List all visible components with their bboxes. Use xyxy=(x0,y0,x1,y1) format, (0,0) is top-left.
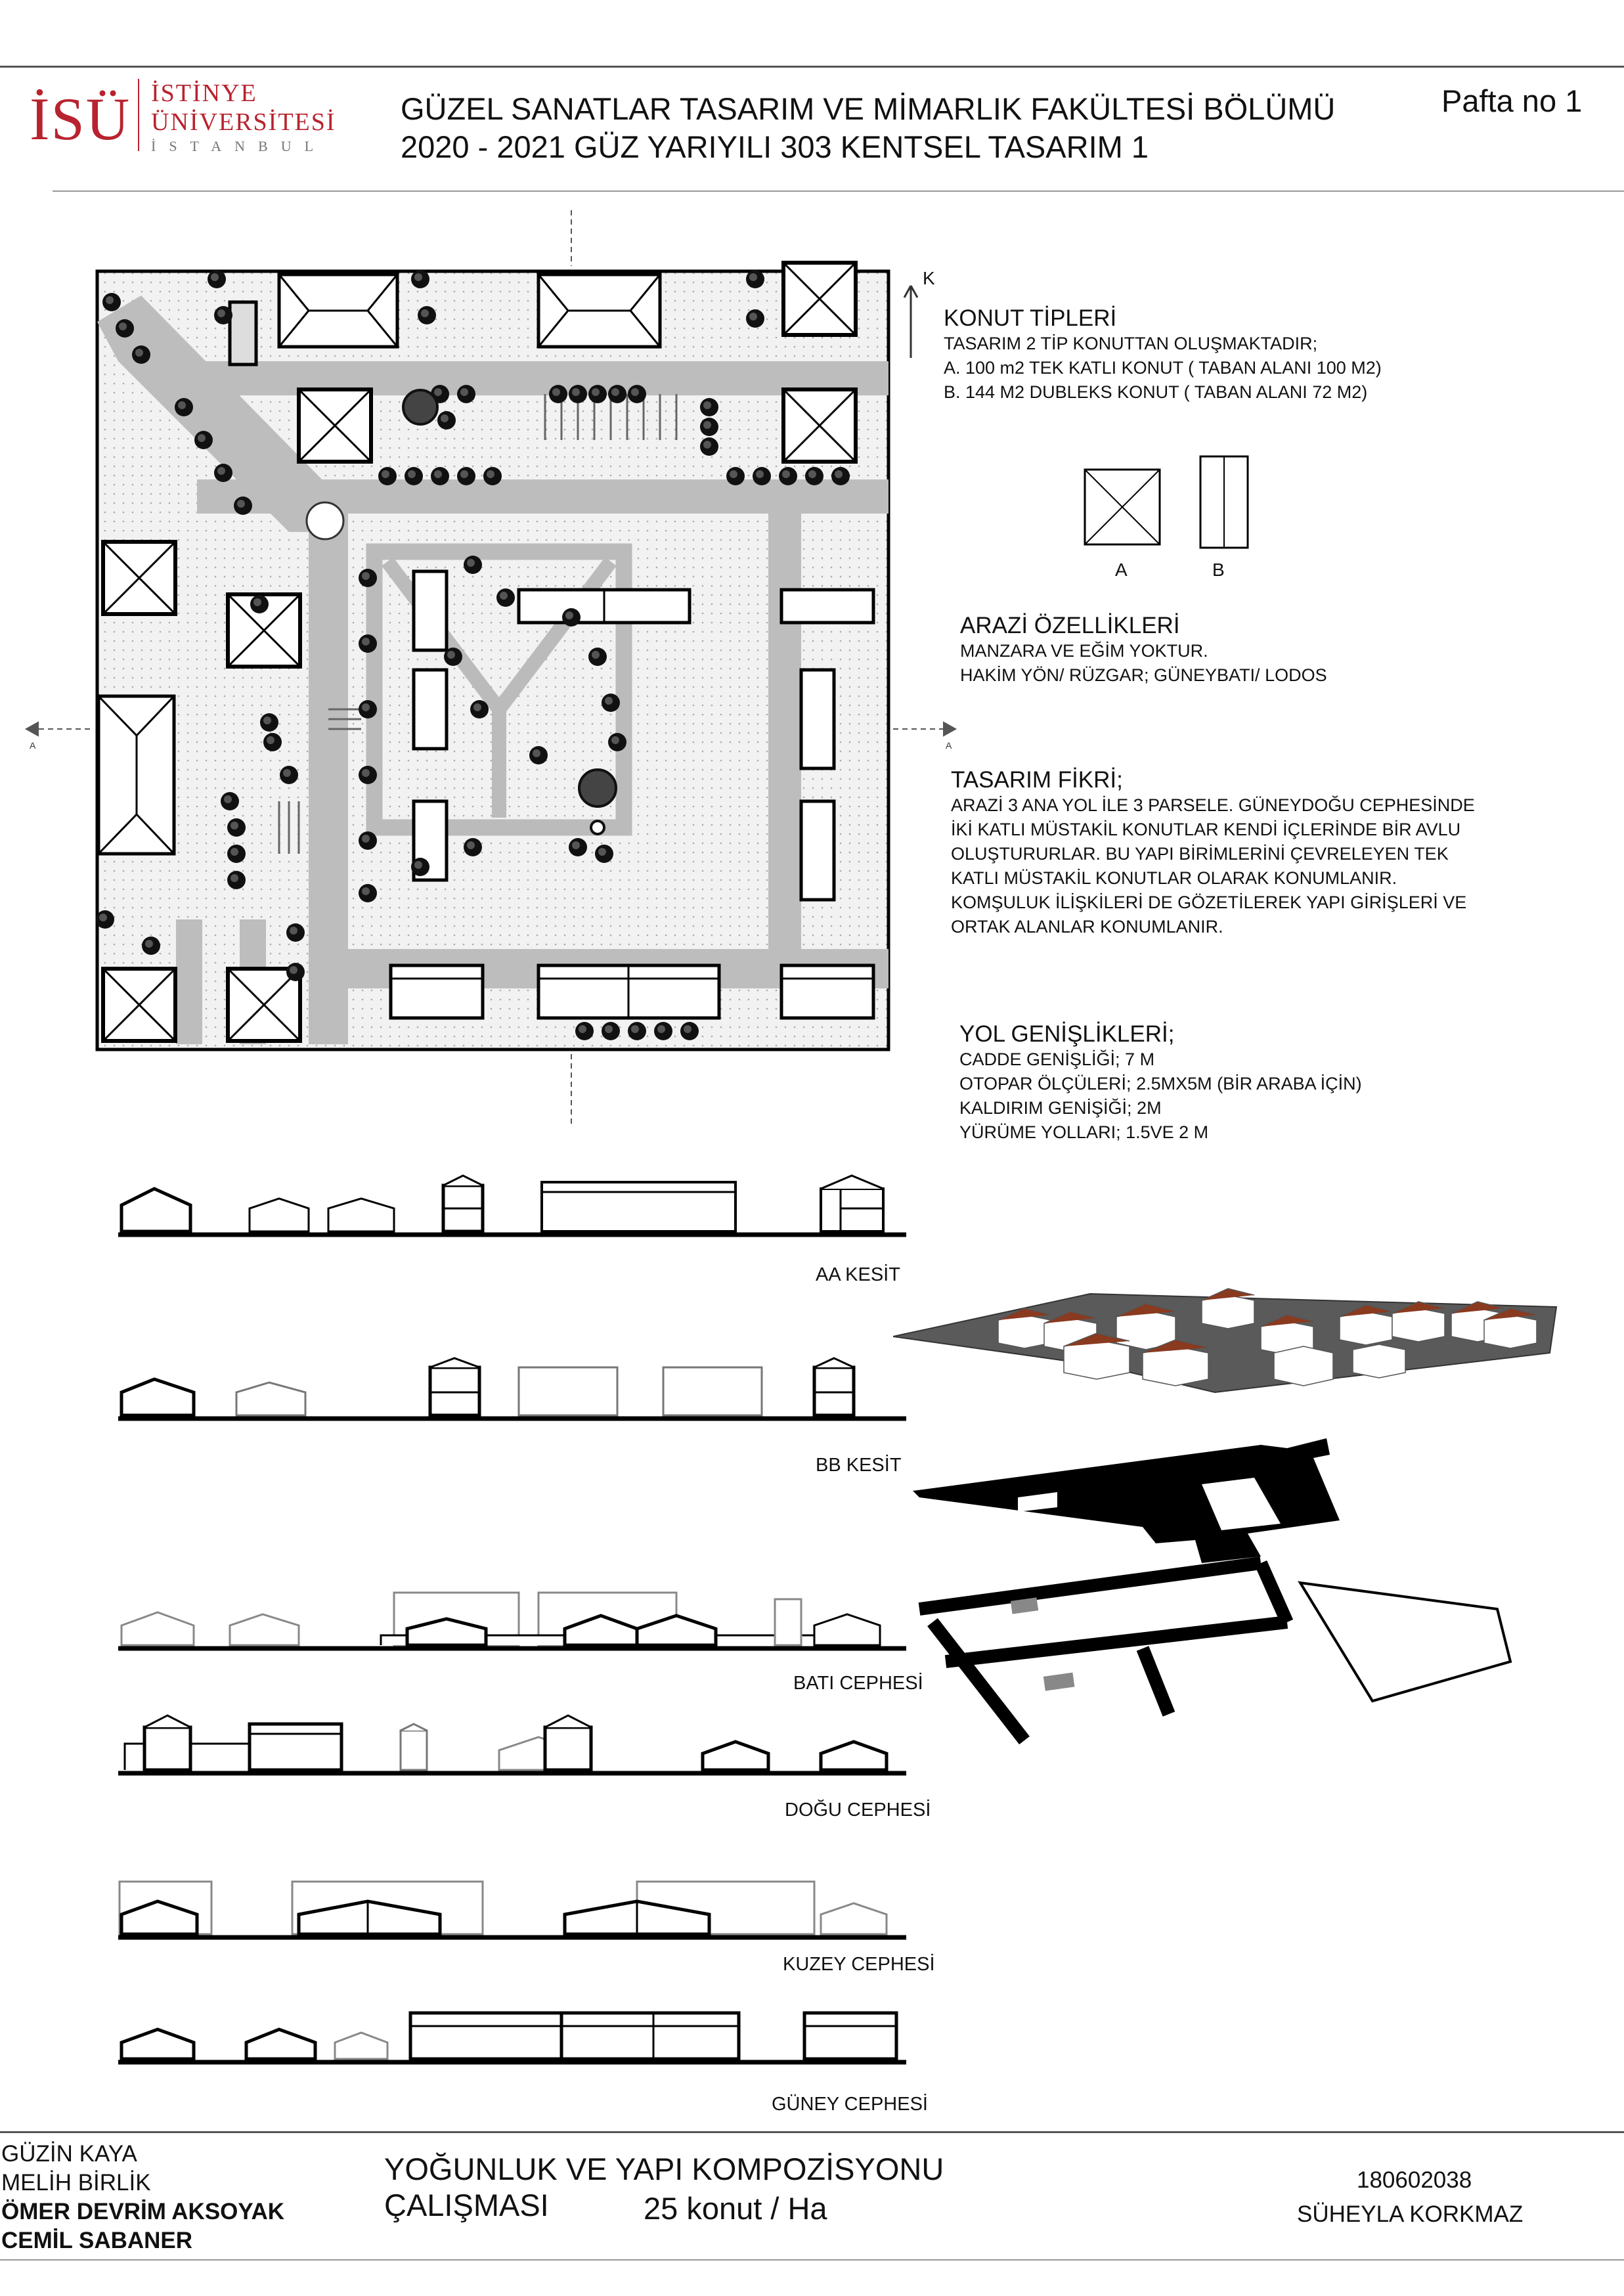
south-elevation-drawing xyxy=(118,1997,906,2069)
study-title: YOĞUNLUK VE YAPI KOMPOZİSYONU ÇALIŞMASI xyxy=(384,2152,944,2222)
road-widths-line: KALDIRIM GENİŞİĞİ; 2M xyxy=(959,1098,1162,1118)
site-features-line: HAKİM YÖN/ RÜZGAR; GÜNEYBATI/ LODOS xyxy=(960,665,1327,685)
road-widths-line: OTOPAR ÖLÇÜLERİ; 2.5MX5M (BİR ARABA İÇİN) xyxy=(959,1074,1362,1093)
section-aa-label: AA KESİT xyxy=(816,1264,900,1285)
student-number: 180602038 xyxy=(1357,2167,1472,2193)
north-arrow-icon xyxy=(903,266,942,358)
instructor-name: ÖMER DEVRİM AKSOYAK xyxy=(1,2199,285,2224)
section-marker-label: A xyxy=(30,740,36,751)
density-value: 25 konut / Ha xyxy=(644,2191,827,2226)
instructor-names xyxy=(1,2140,284,2255)
housing-types-block xyxy=(944,305,1382,405)
housing-types-line: A. 100 m2 TEK KATLI KONUT ( TABAN ALANI 100 M2) xyxy=(944,358,1382,378)
design-idea-line: İKİ KATLI MÜSTAKİL KONUTLAR KENDİ İÇLERİNDE BİR AVLU xyxy=(951,820,1461,839)
road-network-diagram xyxy=(919,1563,1510,1740)
footer-rule-bottom xyxy=(0,2259,1624,2261)
university-logo-mark: İSÜ xyxy=(30,85,131,152)
road-widths-line: YÜRÜME YOLLARI; 1.5VE 2 M xyxy=(959,1122,1209,1142)
legend-a-label: A xyxy=(1115,560,1128,580)
design-idea-line: KATLI MÜSTAKİL KONUTLAR OLARAK KONUMLANIR. xyxy=(951,868,1397,888)
section-aa-drawing xyxy=(118,1169,906,1241)
road-widths-block xyxy=(959,1021,1362,1145)
site-features-block xyxy=(960,613,1327,688)
logo-line-2: ÜNİVERSİTESİ xyxy=(151,108,336,136)
header-rule xyxy=(53,190,1624,192)
section-marker-label: A xyxy=(946,740,952,751)
site-diagrams xyxy=(893,1281,1602,1760)
housing-types-heading: KONUT TİPLERİ xyxy=(944,305,1117,331)
site-features-heading: ARAZİ ÖZELLİKLERİ xyxy=(960,613,1180,638)
instructor-name: MELİH BİRLİK xyxy=(1,2170,151,2196)
section-bb-drawing xyxy=(118,1353,906,1425)
north-elevation-label: KUZEY CEPHESİ xyxy=(783,1954,935,1975)
housing-types-line: TASARIM 2 TİP KONUTTAN OLUŞMAKTADIR; xyxy=(944,334,1318,353)
east-elevation-label: DOĞU CEPHESİ xyxy=(785,1799,931,1821)
footer-rule-top xyxy=(0,2131,1624,2133)
road-widths-line: CADDE GENİŞLİĞİ; 7 M xyxy=(959,1049,1155,1069)
west-elevation-drawing xyxy=(118,1583,906,1655)
design-idea-heading: TASARIM FİKRİ; xyxy=(951,767,1123,793)
site-features-line: MANZARA VE EĞİM YOKTUR. xyxy=(960,641,1208,661)
design-idea-line: OLUŞTURURLAR. BU YAPI BİRİMLERİNİ ÇEVRELEYEN TEK xyxy=(951,844,1449,864)
course-title: 2020 - 2021 GÜZ YARIYILI 303 KENTSEL TASARIM 1 xyxy=(401,129,1149,164)
logo-line-1: İSTİNYE xyxy=(151,79,257,107)
3d-massing-view xyxy=(893,1289,1556,1392)
university-logo-text xyxy=(151,79,336,155)
sheet-number: Pafta no 1 xyxy=(1441,83,1583,118)
instructor-name: CEMİL SABANER xyxy=(1,2228,193,2253)
east-elevation-drawing xyxy=(118,1708,906,1780)
instructor-name: GÜZİN KAYA xyxy=(1,2141,137,2167)
design-idea-line: KOMŞULUK İLİŞKİLERİ DE GÖZETİLEREK YAPI GİRİŞLERİ VE xyxy=(951,893,1467,912)
north-label: K xyxy=(923,268,935,288)
legend-house-b-icon xyxy=(1199,455,1249,549)
section-bb-label: BB KESİT xyxy=(816,1455,902,1476)
roundabout xyxy=(307,502,343,539)
housing-types-line: B. 144 M2 DUBLEKS KONUT ( TABAN ALANI 72 M2) xyxy=(944,382,1368,402)
design-idea-block xyxy=(951,767,1568,939)
figure-ground-diagram xyxy=(913,1438,1340,1563)
design-idea-line: ORTAK ALANLAR KONUMLANIR. xyxy=(951,917,1223,937)
student-name: SÜHEYLA KORKMAZ xyxy=(1297,2201,1524,2227)
legend-b-label: B xyxy=(1212,560,1225,580)
road-widths-heading: YOL GENİŞLİKLERİ; xyxy=(959,1021,1175,1047)
logo-divider xyxy=(138,79,139,151)
west-elevation-label: BATI CEPHESİ xyxy=(793,1673,923,1694)
south-elevation-label: GÜNEY CEPHESİ xyxy=(772,2094,928,2115)
design-idea-line: ARAZİ 3 ANA YOL İLE 3 PARSELE. GÜNEYDOĞU CEPHESİNDE xyxy=(951,795,1475,815)
legend-house-a-icon xyxy=(1084,468,1161,546)
north-elevation-drawing xyxy=(118,1872,906,1944)
site-plan xyxy=(20,197,965,1143)
logo-line-3: İSTANBUL xyxy=(151,138,327,154)
faculty-title: GÜZEL SANATLAR TASARIM VE MİMARLIK FAKÜLTESİ BÖLÜMÜ xyxy=(401,91,1336,126)
